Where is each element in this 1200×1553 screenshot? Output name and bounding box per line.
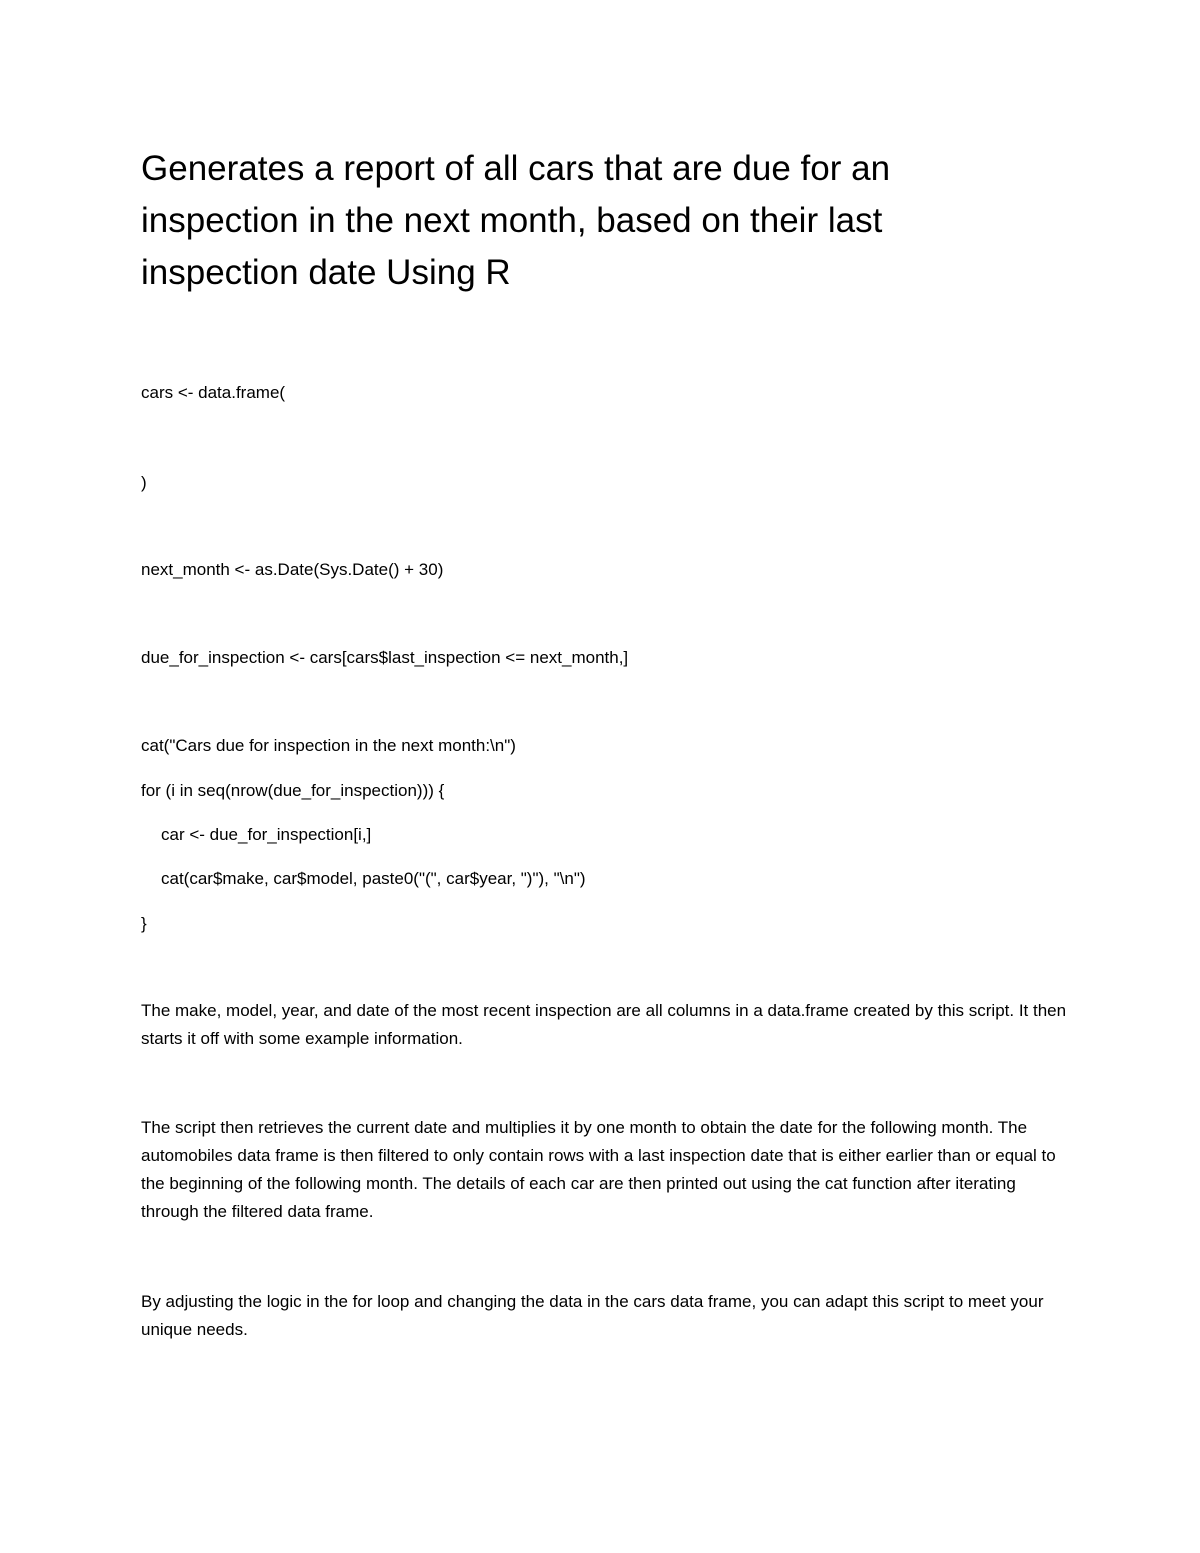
code-line: cat(car$make, car$model, paste0("(", car$year, ")"), "\n") [161,869,586,888]
code-line: due_for_inspection <- cars[cars$last_inspection <= next_month,] [141,648,629,667]
paragraph: The script then retrieves the current date and multiplies it by one month to obtain the date for the following month. The automobiles data frame is then filtered to only contain rows with a last inspection date that is either earlier than or equal to the beginning of the following month. The details of each car are then printed out using the cat function after iterating through the filtered data frame. [141,1118,1056,1221]
document-title: Generates a report of all cars that are due for an inspection in the next month, based on their last inspection date Using R [141,149,891,292]
code-line: car <- due_for_inspection[i,] [161,825,372,844]
paragraph: The make, model, year, and date of the most recent inspection are all columns in a data.frame created by this script. It then starts it off with some example information. [141,1001,1067,1048]
code-line: cat("Cars due for inspection in the next month:\n") [141,736,516,755]
code-line: next_month <- as.Date(Sys.Date() + 30) [141,560,444,579]
paragraph: By adjusting the logic in the for loop and changing the data in the cars data frame, you can adapt this script to meet your unique needs. [141,1292,1044,1339]
code-line: } [141,914,147,933]
code-line: cars <- data.frame( [141,383,286,402]
code-line: ) [141,473,147,492]
code-line: for (i in seq(nrow(due_for_inspection))) { [141,781,445,800]
